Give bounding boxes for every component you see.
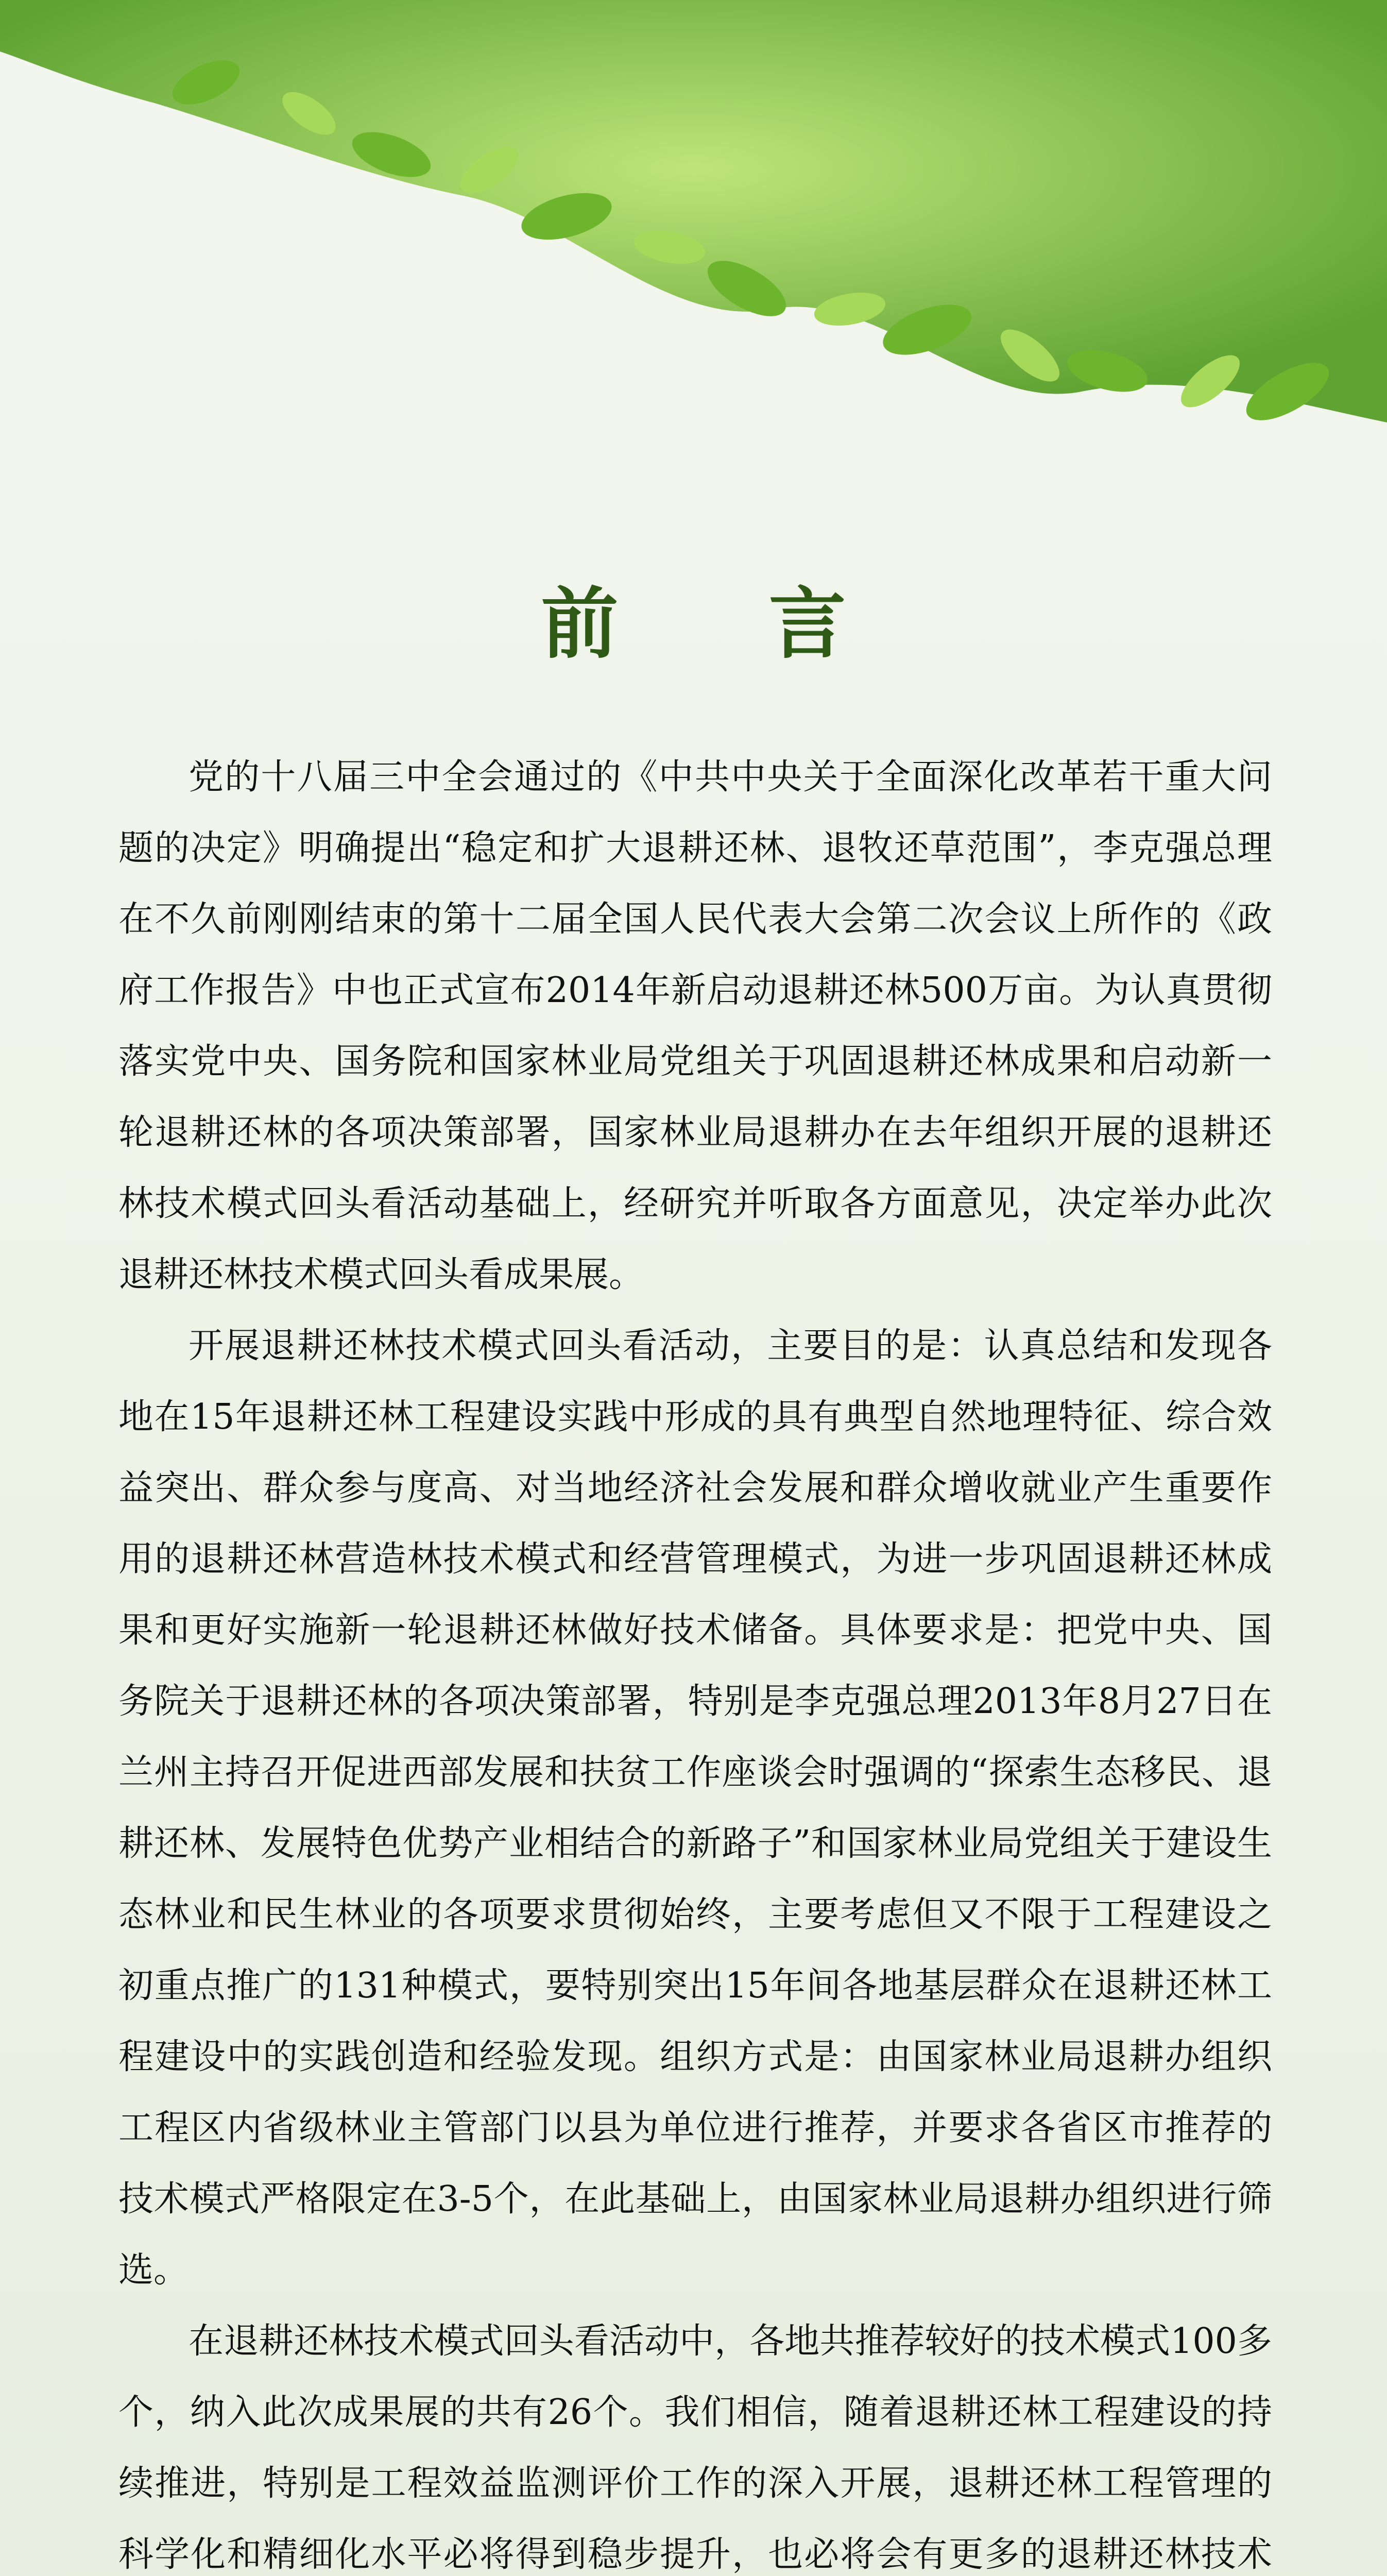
preface-body <box>118 742 1272 2576</box>
page-title: 前 言 <box>541 579 908 669</box>
paragraph-3: 在退耕还林技术模式回头看活动中，各地共推荐较好的技术模式100多个，纳入此次成果展的共有26个。我们相信，随着退耕还林工程建设的持续推进，特别是工程效益监测评价工作的深入开展，退耕还林工程管理的科学化和精细化水平必将得到稳步提升，也必将会有更多的退耕还林技术 <box>118 2321 1272 2575</box>
paragraph-2: 开展退耕还林技术模式回头看活动，主要目的是：认真总结和发现各地在15年退耕还林工程建设实践中形成的具有典型自然地理特征、综合效益突出、群众参与度高、对当地经济社会发展和群众增收就业产生重要作用的退耕还林营造林技术模式和经营管理模式，为进一步巩固退耕还林成果和更好实施新一轮退耕还林做好技术储备。具体要求是：把党中央、国务院关于退耕还林的各项决策部署，特别是李克强总理2013年8月27日在兰州主持召开促进西部发展和扶贫工作座谈会时强调的“探索生态移民、退耕还林、发展特色优势产业相结合的新路子”和国家林业局党组关于建设生态林业和民生林业的各项要求贯彻始终，主要考虑但又不限于工程建设之初重点推广的131种模式，要特别突出15年间各地基层群众在退耕还林工程建设中的实践创造和经验发现。组织方式是：由国家林业局退耕办组织工程区内省级林业主管部门以县为单位进行推荐，并要求各省区市推荐的技术模式严格限定在3-5个，在此基础上，由国家林业局退耕办组织进行筛选。 <box>118 1326 1272 2291</box>
paragraph-1: 党的十八届三中全会通过的《中共中央关于全面深化改革若干重大问题的决定》明确提出“稳定和扩大退耕还林、退牧还草范围”，李克强总理在不久前刚刚结束的第十二届全国人民代表大会第二次会议上所作的《政府工作报告》中也正式宣布2014年新启动退耕还林500万亩。为认真贯彻落实党中央、国务院和国家林业局党组关于巩固退耕还林成果和启动新一轮退耕还林的各项决策部署，国家林业局退耕办在去年组织开展的退耕还林技术模式回头看活动基础上，经研究并听取各方面意见，决定举办此次退耕还林技术模式回头看成果展。 <box>118 757 1272 1295</box>
leaf-canopy-decoration <box>0 0 1387 464</box>
